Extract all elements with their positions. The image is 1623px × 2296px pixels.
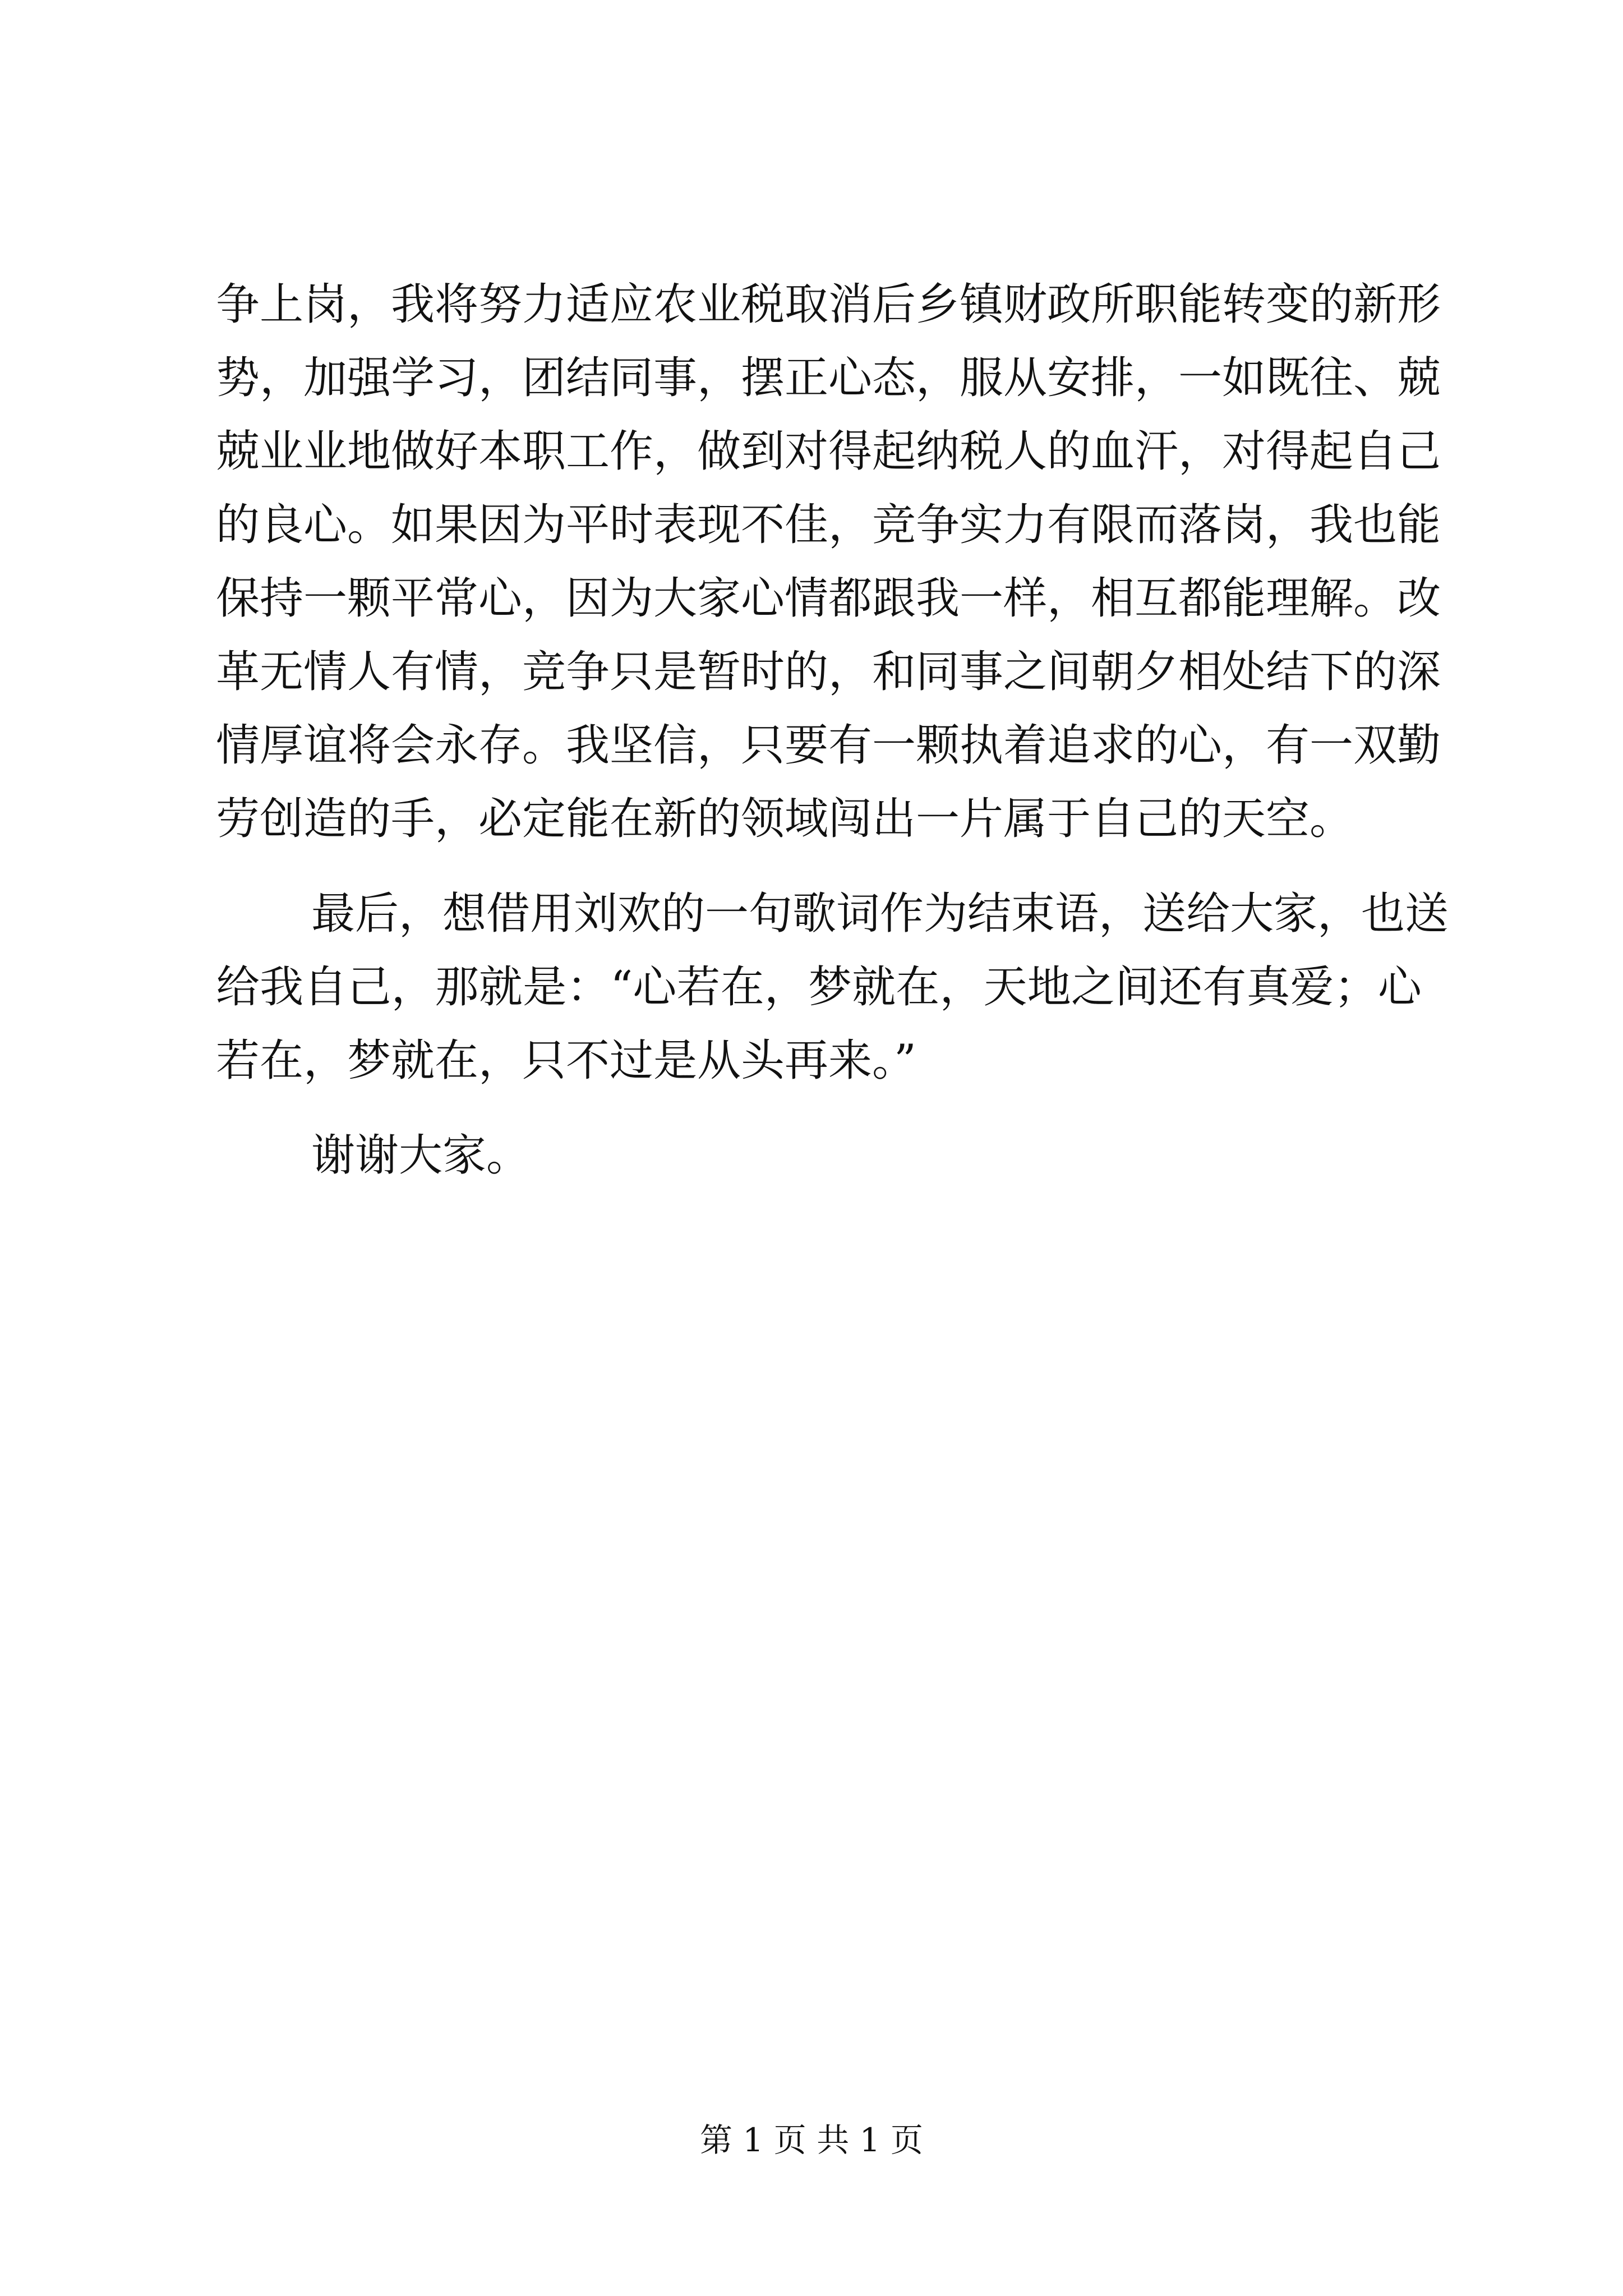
text-line: 劳创造的手，必定能在新的领域闯出一片属于自己的天空。 [216,794,1354,844]
page-footer: 第 1 页 共 1 页 [700,2121,923,2159]
text-line: 给我自己，那就是：“心若在，梦就在，天地之间还有真爱；心 [216,962,1422,1013]
paragraph-spacer [216,1098,1422,1119]
paragraph-1 [216,268,1441,856]
text-line: 势，加强学习，团结同事，摆正心态，服从安排，一如既往、兢 [216,353,1441,403]
text-line: 争上岗，我将努力适应农业税取消后乡镇财政所职能转变的新形 [216,279,1441,330]
paragraph-spacer [216,856,1422,877]
text-line: 情厚谊将会永存。我坚信，只要有一颗执着追求的心，有一双勤 [216,720,1441,771]
text-line: 保持一颗平常心，因为大家心情都跟我一样，相互都能理解。改 [216,573,1441,624]
text-line: 革无情人有情，竞争只是暂时的，和同事之间朝夕相处结下的深 [216,647,1441,697]
text-line: 谢谢大家。 [311,1130,531,1181]
paragraph-3 [216,1119,1422,1193]
text-line: 的良心。如果因为平时表现不佳，竞争实力有限而落岗，我也能 [216,500,1441,550]
text-line: 最后，想借用刘欢的一句歌词作为结束语，送给大家，也送 [311,889,1449,939]
document-body [216,268,1449,1193]
paragraph-2 [216,877,1449,1098]
text-line: 若在，梦就在，只不过是从头再来。” [216,1036,916,1086]
text-line: 兢业业地做好本职工作，做到对得起纳税人的血汗，对得起自己 [216,426,1441,477]
